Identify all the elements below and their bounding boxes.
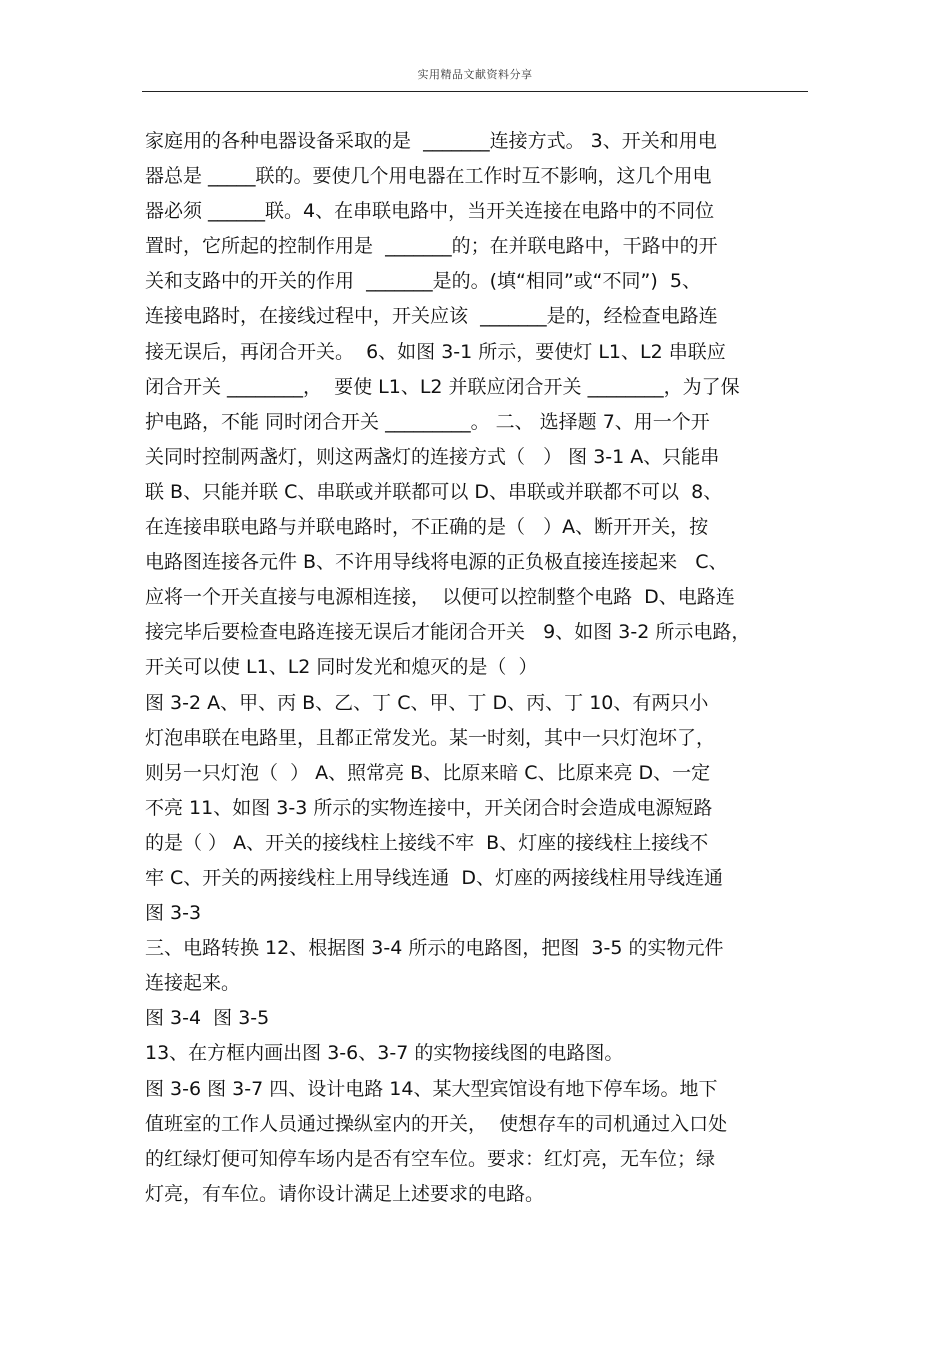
figure-caption: 图 3-4 图 3-5 xyxy=(145,1007,270,1030)
text-line: 器总是 _____联的。要使几个用电器在工作时互不影响，这几个用电 xyxy=(145,165,712,188)
text-line: 在连接串联电路与并联电路时，不正确的是（ ）A、断开开关，按 xyxy=(145,516,709,539)
text-line: 器必须 ______联。4、在串联电路中，当开关连接在电路中的不同位 xyxy=(145,200,715,223)
text-line: 13、在方框内画出图 3-6、3-7 的实物接线图的电路图。 xyxy=(145,1042,624,1065)
text-line: 闭合开关 ________， 要使 L1、L2 并联应闭合开关 ________，为了保 xyxy=(145,375,740,398)
text-line: 值班室的工作人员通过操纵室内的开关， 使想存车的司机通过入口处 xyxy=(145,1112,728,1135)
text-line: 开关可以使 L1、L2 同时发光和熄灭的是（ ） xyxy=(145,656,538,679)
text-line: 接完毕后要检查电路连接无误后才能闭合开关 9、如图 3-2 所示电路， xyxy=(145,621,751,644)
text-line: 关同时控制两盏灯，则这两盏灯的连接方式（ ） 图 3-1 A、只能串 xyxy=(145,445,720,468)
text-line: 三、电路转换 12、根据图 3-4 所示的电路图，把图 3-5 的实物元件 xyxy=(145,937,724,960)
figure-caption: 图 3-3 xyxy=(145,902,202,925)
text-line: 应将一个开关直接与电源相连接， 以便可以控制整个电路 D、电路连 xyxy=(145,586,735,609)
text-line: 家庭用的各种电器设备采取的是 _______连接方式。 3、开关和用电 xyxy=(145,130,717,152)
text-line: 牢 C、开关的两接线柱上用导线连通 D、灯座的两接线柱用导线连通 xyxy=(145,866,724,889)
text-line: 护电路，不能 同时闭合开关 _________。 二、 选择题 7、用一个开 xyxy=(145,410,710,433)
text-line: 连接起来。 xyxy=(145,972,241,995)
header-divider xyxy=(142,91,808,92)
text-line: 关和支路中的开关的作用 _______是的。(填“相同”或“不同”) 5、 xyxy=(145,270,701,293)
text-line: 灯泡串联在电路里，且都正常发光。某一时刻，其中一只灯泡坏了， xyxy=(145,726,716,749)
text-line: 置时，它所起的控制作用是 _______的；在并联电路中，干路中的开 xyxy=(145,235,718,258)
text-line: 的是（ ） A、开关的接线柱上接线不牢 B、灯座的接线柱上接线不 xyxy=(145,831,709,854)
text-line: 接无误后，再闭合开关。 6、如图 3-1 所示，要使灯 L1、L2 串联应 xyxy=(145,340,726,363)
text-line: 灯亮，有车位。请你设计满足上述要求的电路。 xyxy=(145,1182,545,1205)
text-line: 则另一只灯泡（ ） A、照常亮 B、比原来暗 C、比原来亮 D、一定 xyxy=(145,761,711,784)
page-header: 实用精品文献资料分享 xyxy=(417,68,533,81)
text-line: 图 3-6 图 3-7 四、设计电路 14、某大型宾馆设有地下停车场。地下 xyxy=(145,1077,718,1100)
text-line: 连接电路时，在接线过程中，开关应该 _______是的，经检查电路连 xyxy=(145,305,718,328)
text-line: 电路图连接各元件 B、不许用导线将电源的正负极直接连接起来 C、 xyxy=(145,551,728,574)
document-body xyxy=(145,124,813,1212)
text-line: 联 B、只能并联 C、串联或并联都可以 D、串联或并联都不可以 8、 xyxy=(145,480,723,503)
text-line: 不亮 11、如图 3-3 所示的实物连接中，开关闭合时会造成电源短路 xyxy=(145,796,713,819)
text-line: 的红绿灯便可知停车场内是否有空车位。要求：红灯亮，无车位；绿 xyxy=(145,1147,716,1170)
text-line: 图 3-2 A、甲、丙 B、乙、丁 C、甲、丁 D、丙、丁 10、有两只小 xyxy=(145,691,709,714)
